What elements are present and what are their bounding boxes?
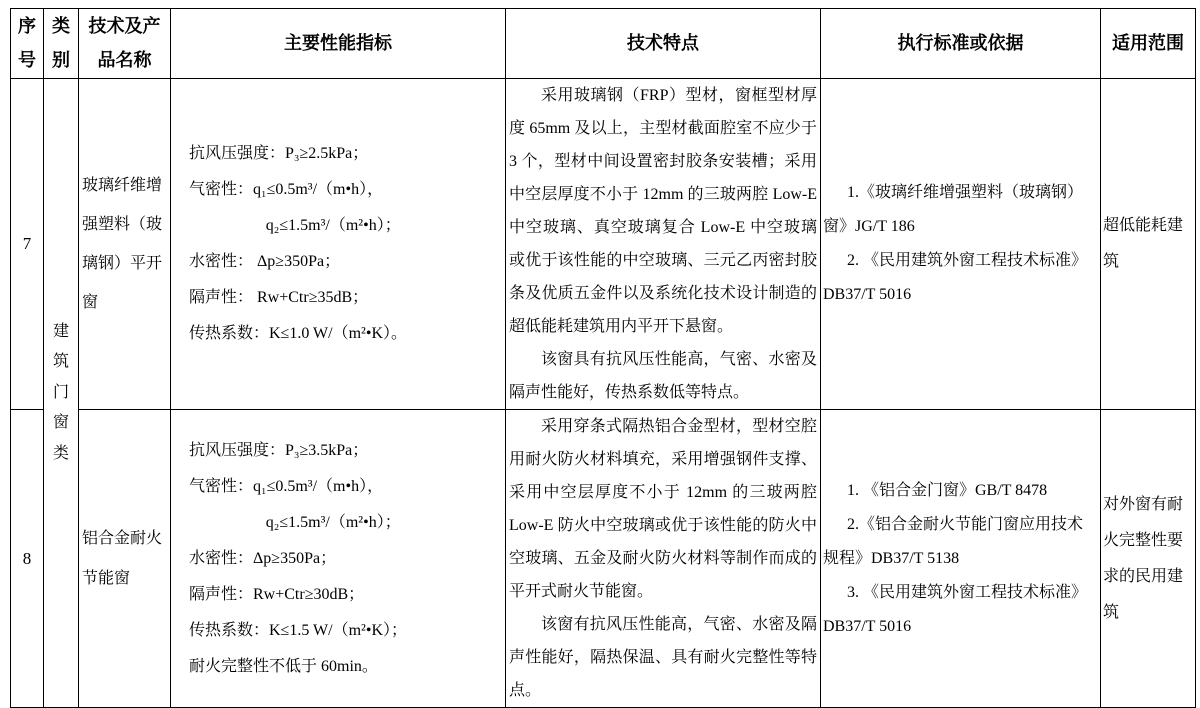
col-header-category: 类别 xyxy=(44,9,79,79)
performance-cell xyxy=(171,410,506,708)
standard-item: 2. 《民用建筑外窗工程技术标准》DB37/T 5016 xyxy=(823,252,1088,303)
col-header-scope: 适用范围 xyxy=(1101,9,1196,79)
col-header-features: 技术特点 xyxy=(506,9,821,79)
col-header-product: 技术及产品名称 xyxy=(79,9,171,79)
standard-item: 3. 《民用建筑外窗工程技术标准》DB37/T 5016 xyxy=(823,583,1088,635)
header-row xyxy=(11,9,1196,79)
performance-line: 隔声性：Rw+Ctr≥30dB； xyxy=(189,585,365,603)
category-label: 建筑门窗类 xyxy=(53,323,70,462)
performance-line: 耐火完整性不低于 60min。 xyxy=(189,657,378,675)
scope-cell: 超低能耗建筑 xyxy=(1101,79,1196,410)
standard-item: 2.《铝合金耐火节能门窗应用技术规程》DB37/T 5138 xyxy=(823,515,1084,567)
performance-line: 气密性：q₁≤0.5m³/（m•h）， xyxy=(189,181,384,198)
row-number: 8 xyxy=(11,410,44,708)
standards-cell xyxy=(821,410,1101,708)
spec-table xyxy=(10,8,1196,708)
performance-line: q₂≤1.5m³/（m²•h）； xyxy=(265,513,401,531)
product-name-cell: 玻璃纤维增强塑料（玻璃钢）平开窗 xyxy=(79,79,171,410)
features-cell xyxy=(506,410,821,708)
performance-line: 气密性：q₁≤0.5m³/（m•h）， xyxy=(189,477,384,495)
feature-paragraph: 采用穿条式隔热铝合金型材，型材空腔用耐火防火材料填充，采用增强钢件支撑、采用中空层厚度不小于 12mm 的三玻两腔 Low-E 防火中空玻璃或优于该性能的防火中空玻璃、五金及耐火防火材料等制作而成的平开式耐火节能窗。 xyxy=(509,418,817,600)
performance-line: 水密性：Δp≥350Pa； xyxy=(189,549,337,567)
feature-paragraph: 该窗有抗风压性能高，气密、水密及隔声性能好，隔热保温、具有耐火完整性等特点。 xyxy=(509,616,817,699)
features-cell xyxy=(506,79,821,410)
table-row-8 xyxy=(11,410,1196,708)
scope-cell: 对外窗有耐火完整性要求的民用建筑 xyxy=(1101,410,1196,708)
performance-cell xyxy=(171,79,506,410)
performance-line: 隔声性： Rw+Ctr≥35dB； xyxy=(189,289,369,306)
performance-line: 传热系数：K≤1.5 W/（m²•K）； xyxy=(189,621,407,639)
standard-item: 1. 《铝合金门窗》GB/T 8478 xyxy=(847,481,1048,499)
performance-line: 抗风压强度：P₃≥3.5kPa； xyxy=(189,441,369,459)
col-header-no: 序号 xyxy=(11,9,44,79)
feature-paragraph: 采用玻璃钢（FRP）型材，窗框型材厚度 65mm 及以上，主型材截面腔室不应少于 3 个，型材中间设置密封胶条安装槽；采用中空层厚度不小于 12mm 的三玻两腔 Low-E 中空玻璃、真空玻璃复合 Low-E 中空玻璃或优于该性能的中空玻璃、三元乙丙密封胶条及优质五金件以及系统化技术设计制造的超低能耗建筑用内平开下悬窗。 xyxy=(509,87,817,335)
col-header-standards: 执行标准或依据 xyxy=(821,9,1101,79)
standard-item: 1.《玻璃纤维增强塑料（玻璃钢）窗》JG/T 186 xyxy=(823,184,1084,235)
performance-line: 抗风压强度：P₃≥2.5kPa； xyxy=(189,145,369,162)
standards-cell xyxy=(821,79,1101,410)
performance-line: 水密性： Δp≥350Pa； xyxy=(189,253,341,270)
col-header-performance: 主要性能指标 xyxy=(171,9,506,79)
feature-paragraph: 该窗具有抗风压性能高，气密、水密及隔声性能好，传热系数低等特点。 xyxy=(509,351,817,401)
row-number: 7 xyxy=(11,79,44,410)
category-cell xyxy=(44,79,79,708)
performance-line: 传热系数：K≤1.0 W/（m²•K）。 xyxy=(189,325,407,342)
performance-line: q₂≤1.5m³/（m²•h）； xyxy=(265,217,401,234)
table-row-7 xyxy=(11,79,1196,410)
product-name-cell: 铝合金耐火节能窗 xyxy=(79,410,171,708)
